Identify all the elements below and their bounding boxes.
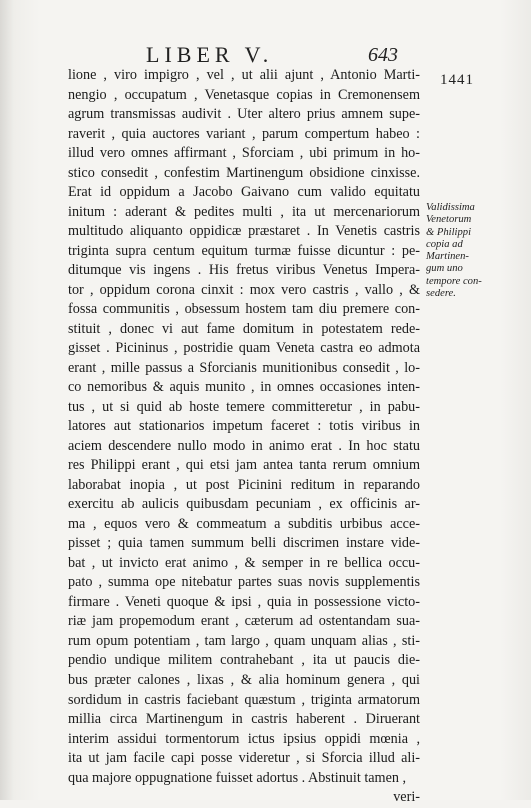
text-line: raverit , quia auctores variant , parum compertum habeo : (68, 125, 420, 142)
text-line: tor , oppidum corona cinxit : mox vero castris , vallo , & (68, 281, 420, 298)
text-line: pato , summa ope nitebatur partes suas novis supplementis (68, 574, 420, 591)
text-line: tus , ut si quid ab hoste temere committeretur , in pabu- (68, 398, 420, 415)
text-line: lione , viro impigro , vel , ut alii ajunt , Antonio Marti- (68, 67, 420, 83)
page-number: 643 (368, 44, 398, 66)
text-line: interim assidui tormentorum ictus ipsius oppidi mœnia , (68, 730, 420, 747)
text-line: fossa communitis , obsessum hostem tam diu premere con- (68, 301, 420, 318)
running-head-title: LIBER V. (146, 42, 274, 67)
text-line: co nemoribus & aquis munito , in omnes occasiones inten- (68, 379, 420, 396)
text-line: erant , mille passus a Sforcianis munitionibus consedit , lo- (68, 359, 420, 376)
text-line: multitudo aliquanto oppidicæ præstaret . In Venetis castris (68, 223, 420, 240)
text-line: ma , equos vero & commeatum a subditis urbibus acce- (68, 515, 420, 532)
margin-note-line: Venetorum (426, 214, 472, 226)
text-line: pisset ; quia tamen summum belli discrimen instare vide- (68, 535, 420, 552)
margin-note-line: sedere. (426, 288, 456, 300)
text-line: pendio undique militem contrahebant , ita ut paucis die- (68, 652, 420, 669)
margin-note-line: Martinen- (426, 251, 469, 263)
text-line: illud vero omnes affirmant , Sforciam , ubi primum in ho- (68, 145, 420, 162)
text-line: agrum transmissas audivit . Uter altero prius amnem supe- (68, 106, 420, 123)
text-line: riæ jam propemodum erant , cæterum ad ostentandam sua- (68, 613, 420, 630)
text-line: exercitu ab aulicis quibusdam pecuniam , ex officinis ar- (68, 496, 420, 513)
margin-note-line: gum uno (426, 263, 463, 275)
text-line: qua majore oppugnatione fuisset adortus . Abstinuit tamen , (68, 769, 407, 786)
text-line: sordidum in castris faciebant quæstum , triginta armatorum (68, 691, 420, 708)
text-line: initum : aderant & pedites multi , ita ut mercenariorum (68, 203, 420, 220)
text-line: stico consedit , confestim Martinengum obsidione cinxisse. (68, 164, 420, 181)
text-line: Erat id oppidum a Jacobo Gaivano cum valido equitatu (68, 184, 420, 201)
margin-note-line: tempore con- (426, 275, 482, 287)
text-line: ita ut jam facile capi posse videretur , si Sforcia illud ali- (68, 750, 420, 767)
text-line: stituit , donec vi aut fame domitum in potestatem rede- (68, 320, 420, 337)
text-line: res Philippi erant , qui etsi jam antea tanta rerum omnium (68, 457, 420, 474)
text-line: rum opum potentiam , tam largo , quam unquam alias , sti- (68, 632, 420, 649)
text-line: triginta supra centum equitum turmæ fuisse dicuntur : pe- (68, 242, 420, 259)
text-line: nengio , occupatum , Venetasque copias in Cremonensem (68, 86, 420, 103)
margin-note-line: Validissima (426, 202, 475, 213)
text-line: millia circa Martinengum in castris haberent . Diruerant (68, 711, 420, 728)
margin-year: 1441 (440, 72, 474, 88)
text-line: gisset . Picininus , postridie quam Veneta castra eo admota (68, 340, 420, 357)
text-line: laborabat inopia , ut post Picinini reditum in reparando (68, 476, 420, 493)
margin-note-line: copia ad (426, 238, 463, 250)
text-line: bat , ut invicto erat animo , & semper in re bellica occu- (68, 554, 420, 571)
text-line: ditumque vis ingens . His fretus viribus Venetus Impera- (68, 262, 420, 279)
text-line: aciem descendere nullo modo in animo erat . In hoc statu (68, 437, 420, 454)
text-line: bus præter calones , lixas , & alia hominum genera , qui (68, 671, 420, 688)
body-text-block (68, 66, 420, 808)
text-line: firmare . Veneti quoque & ipsi , quia in possessione victo- (68, 593, 420, 610)
text-line: latores aut stationarios impetum faceret : totis viribus in (68, 418, 420, 435)
margin-note (426, 202, 516, 300)
catchword: veri- (393, 789, 420, 806)
margin-note-line: & Philippi (426, 226, 472, 238)
